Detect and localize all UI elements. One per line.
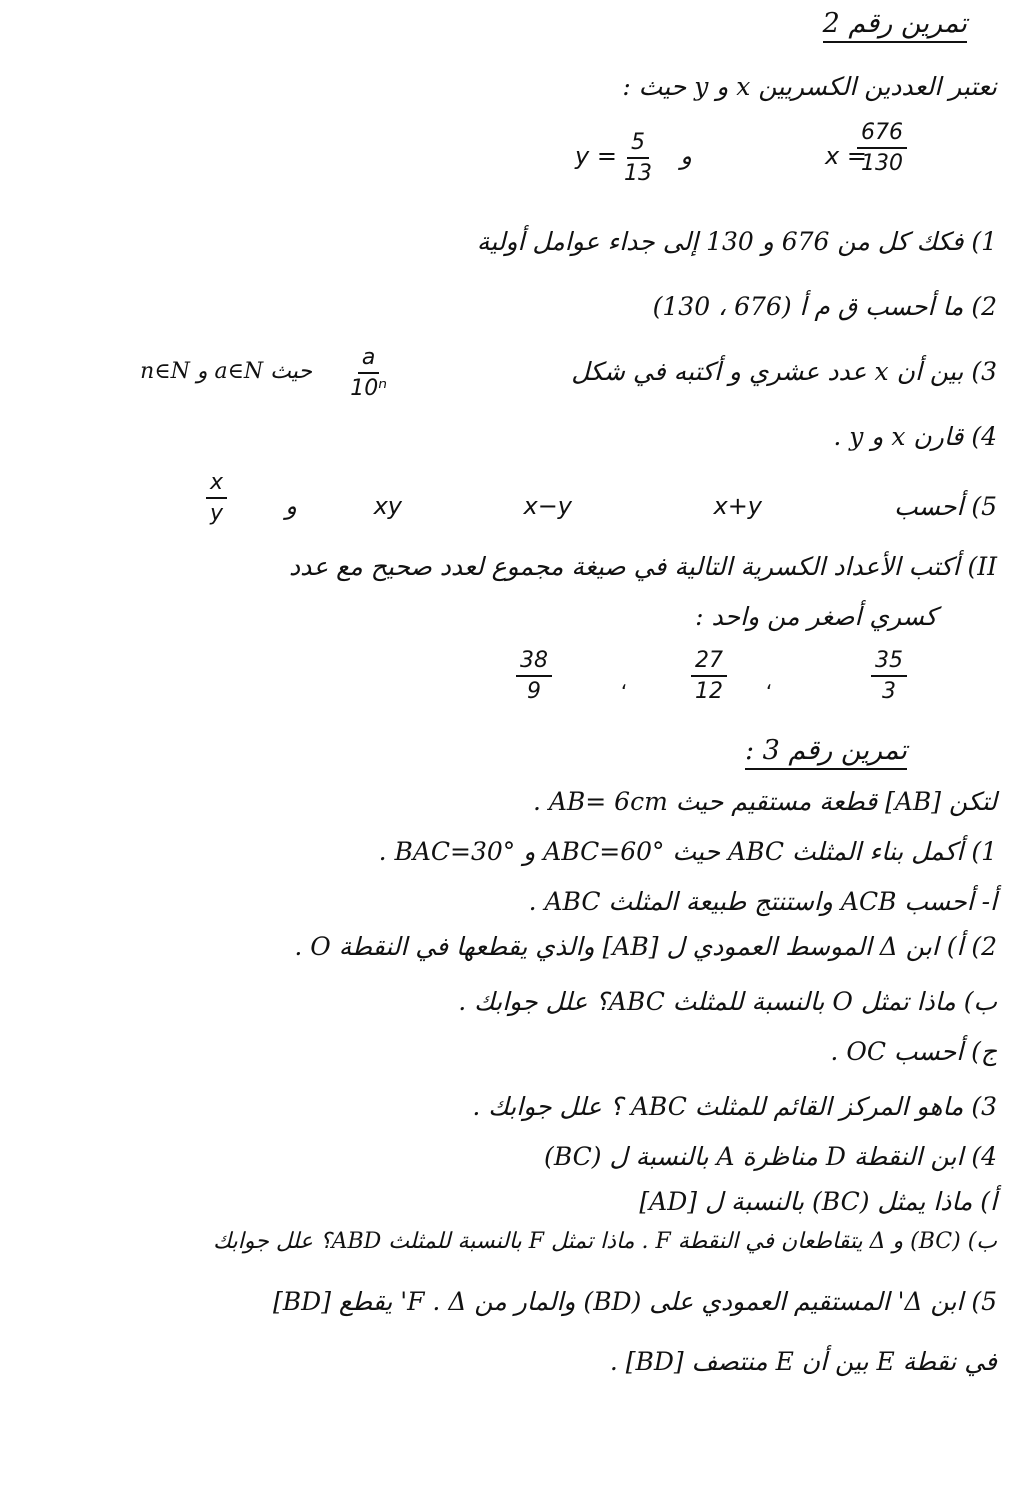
ex3-line8: 4) ابن النقطة D مناظرة A بالنسبة ل (BC) [544, 1142, 997, 1171]
fraction-2-numerator: 27 [691, 648, 727, 677]
q5-sum: x+y [713, 492, 762, 520]
q5-separator: و [285, 492, 297, 520]
x-y-separator: و [680, 142, 692, 170]
ex2-intro: نعتبر العددين الكسريين x و y حيث : [622, 72, 997, 101]
ex3-line3: أ- أحسب ACB واستنتج طبيعة المثلث ABC . [528, 887, 997, 916]
ex3-line2: 1) أكمل بناء المثلث ABC حيث ABC=60° و BAC=30° . [378, 837, 997, 866]
x-numerator: 676 [857, 120, 907, 149]
ex3-line5: ب) ماذا تمثل O بالنسبة للمثلث ABC؟ علل جوابك . [458, 987, 997, 1016]
ex2-q3: 3) بين أن x عدد عشري و أكتبه في شكل [571, 357, 997, 386]
ex2-q4: 4) قارن x و y . [833, 422, 997, 451]
q3-fraction-numerator: a [358, 345, 379, 374]
ex2-q1: 1) فكك كل من 676 و 130 إلى جداء عوامل أولية [476, 227, 997, 256]
ex2-q3-condition: حيث a∈N و n∈N [140, 359, 312, 384]
q5-difference: x−y [523, 492, 572, 520]
x-fraction [857, 120, 907, 176]
ex3-line4: 2) أ) ابن Δ الموسط العمودي ل [AB] والذي يقطعها في النقطة O . [294, 932, 997, 961]
y-denominator: 13 [624, 161, 652, 186]
fraction-1-numerator: 35 [871, 648, 907, 677]
mixed-fraction-2 [691, 648, 727, 704]
x-denominator: 130 [861, 151, 903, 176]
ex2-part2-line2: كسري أصغر من واحد : [695, 602, 937, 631]
fraction-3-denominator: 9 [527, 679, 541, 704]
fraction-1-denominator: 3 [882, 679, 896, 704]
exercise-3-title: تمرين رقم 3 : [745, 735, 907, 770]
ex2-part2-line1: II) أكتب الأعداد الكسرية التالية في صيغة مجموع لعدد صحيح مع عدد [289, 552, 997, 581]
fraction-2-denominator: 12 [695, 679, 723, 704]
y-numerator: 5 [627, 130, 649, 159]
fraction-3-numerator: 38 [516, 648, 552, 677]
q5-product: xy [373, 492, 402, 520]
ex3-line6: ج) أحسب OC . [830, 1037, 997, 1066]
y-fraction [624, 130, 652, 186]
ex3-line10: ب) (BC) و Δ يتقاطعان في النقطة F . ماذا تمثل F بالنسبة للمثلث ABD؟ علل جوابك [213, 1229, 997, 1254]
separator-dot: ، [765, 670, 772, 694]
mixed-fraction-1 [871, 648, 907, 704]
x-label: x = [825, 142, 867, 170]
q5-quotient [206, 470, 227, 526]
separator-dot: ، [620, 670, 627, 694]
q3-fraction-denominator: 10ⁿ [350, 376, 387, 401]
exercise-2-title: تمرين رقم 2 [823, 8, 967, 43]
ex3-line11: 5) ابن Δ' المستقيم العمودي على (BD) والمار من F . Δ' يقطع [BD] [273, 1287, 997, 1316]
y-label: y = [575, 142, 617, 170]
ex2-q2: 2) ما أحسب ق م أ (676 ، 130) [652, 292, 997, 321]
ex3-line9: أ) ماذا يمثل (BC) بالنسبة ل [AD] [639, 1187, 997, 1216]
q5-quotient-denominator: y [209, 501, 223, 526]
ex3-line12: في نقطة E بين أن E منتصف [BD] . [609, 1347, 997, 1376]
ex3-line1: لتكن [AB] قطعة مستقيم حيث AB= 6cm . [532, 787, 997, 816]
ex2-q5: 5) أحسب [894, 492, 997, 521]
q5-quotient-numerator: x [206, 470, 227, 499]
ex3-line7: 3) ماهو المركز القائم للمثلث ABC ؟ علل جوابك . [472, 1092, 997, 1121]
mixed-fraction-3 [516, 648, 552, 704]
